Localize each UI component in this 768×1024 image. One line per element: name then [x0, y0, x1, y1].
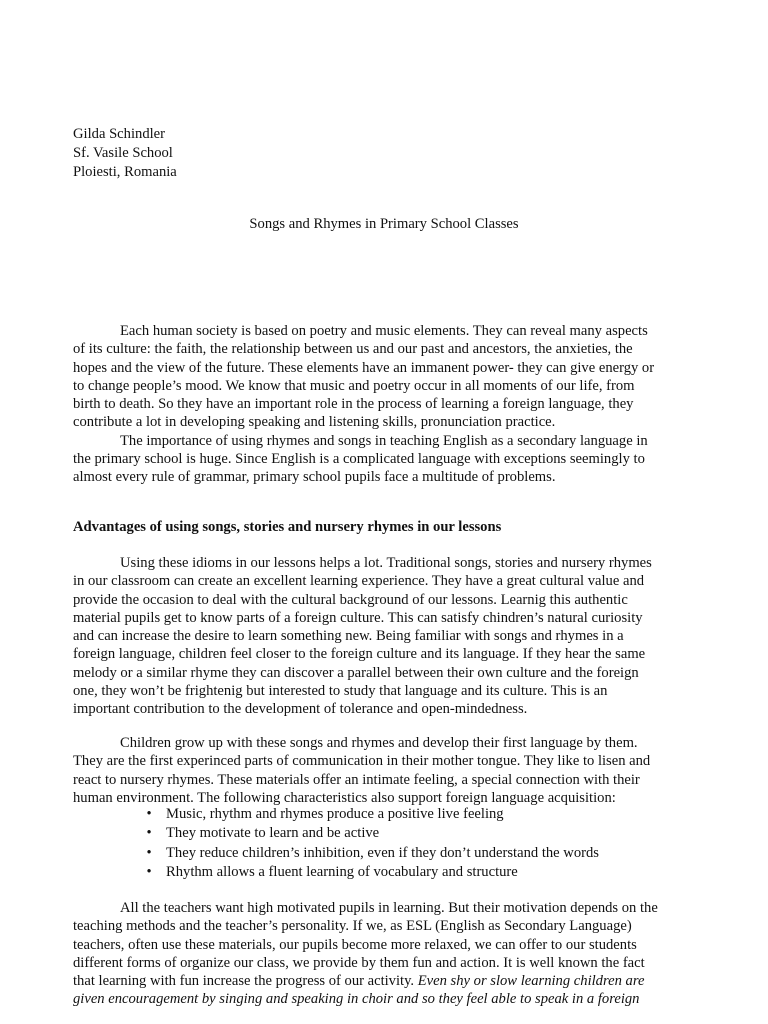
- section-paragraph-2: [73, 734, 695, 807]
- bullet-icon: •: [146, 825, 152, 842]
- text-line: almost every rule of grammar, primary school pupils face a multitude of problems.: [73, 469, 556, 486]
- text-line: Each human society is based on poetry and music elements. They can reveal many aspects: [120, 323, 648, 339]
- text-line: to change people’s mood. We know that music and poetry occur in all moments of our life, from: [73, 377, 635, 394]
- text-line: provide the occasion to deal with the cultural background of our lessons. Learnig this authentic: [73, 591, 628, 608]
- text-line: and can increase the desire to learn something new. Being familiar with songs and rhymes in a: [73, 628, 624, 645]
- section-paragraph-3: [73, 899, 695, 1009]
- list-item: [73, 805, 695, 824]
- text-line: Using these idioms in our lessons helps a lot. Traditional songs, stories and nursery rhymes: [120, 555, 652, 571]
- text-line-italic: given encouragement by singing and speaking in choir and so they feel able to speak in a foreign: [73, 991, 640, 1008]
- list-item-text: They motivate to learn and be active: [166, 825, 380, 842]
- text-line: human environment. The following characteristics also support foreign language acquisition:: [73, 789, 616, 806]
- text-line-mixed: [73, 972, 695, 990]
- author-location: Ploiesti, Romania: [73, 164, 177, 180]
- author-name: Gilda Schindler: [73, 126, 166, 142]
- text-normal: that learning with fun increase the progress of our activity.: [73, 973, 418, 990]
- bullet-icon: •: [146, 863, 152, 880]
- text-line: teachers, often use these materials, our pupils become more relaxed, we can offer to our students: [73, 936, 637, 953]
- text-line: in our classroom can create an excellent learning experience. They have a great cultural value and: [73, 573, 645, 590]
- author-block: [73, 125, 473, 182]
- text-line: contribute a lot in developing speaking and listening skills, pronunciation practice.: [73, 414, 556, 431]
- text-line: different forms of organize our class, we provide by them fun and action. It is well known the fact: [73, 954, 645, 971]
- text-line: They are the first experinced parts of communication in their mother tongue. They like to lisen and: [73, 753, 651, 770]
- text-line: The importance of using rhymes and songs in teaching English as a secondary language in: [120, 432, 648, 449]
- text-line: foreign language, children feel closer to the foreign culture and its language. If they hear the same: [73, 646, 646, 663]
- author-school: Sf. Vasile School: [73, 145, 173, 161]
- list-item-text: They reduce children’s inhibition, even if they don’t understand the words: [166, 844, 599, 861]
- list-item: [73, 824, 695, 843]
- section-heading: Advantages of using songs, stories and nursery rhymes in our lessons: [73, 519, 502, 535]
- bullet-icon: •: [146, 806, 152, 822]
- list-item: [73, 863, 695, 882]
- characteristics-list: [73, 805, 695, 882]
- text-italic: Even shy or slow learning children are: [417, 973, 645, 990]
- bullet-icon: •: [146, 844, 152, 861]
- list-item: [73, 844, 695, 863]
- intro-paragraph-2: [73, 432, 695, 487]
- list-item-text: Music, rhythm and rhymes produce a positive live feeling: [166, 806, 504, 822]
- text-line: react to nursery rhymes. These materials offer an intimate feeling, a special connection with their: [73, 771, 640, 788]
- text-line: one, they won’t be frightenig but interested to study that language and its culture. This is an: [73, 683, 608, 700]
- text-line: material pupils get to know parts of a foreign culture. This can satisfy chindren’s natural curiosity: [73, 609, 643, 626]
- text-line: hopes and the view of the future. These elements have an immanent power- they can give energy or: [73, 359, 655, 376]
- text-line: of its culture: the faith, the relationship between us and our past and ancestors, the anxieties, the: [73, 341, 633, 358]
- intro-paragraph-1: [73, 322, 695, 432]
- list-item-text: Rhythm allows a fluent learning of vocabulary and structure: [166, 863, 518, 880]
- text-line: melody or a similar rhyme they can discover a parallel between their own culture and the foreign: [73, 664, 639, 681]
- text-line: the primary school is huge. Since English is a complicated language with exceptions seemingly to: [73, 451, 645, 468]
- section-paragraph-1: [73, 554, 695, 719]
- text-line: Children grow up with these songs and rhymes and develop their first language by them.: [120, 735, 638, 751]
- document-title: Songs and Rhymes in Primary School Classes: [249, 216, 519, 232]
- text-line: important contribution to the development of tolerance and open-mindedness.: [73, 701, 528, 718]
- text-line: birth to death. So they have an important role in the process of learning a foreign language, they: [73, 396, 634, 413]
- text-line: All the teachers want high motivated pupils in learning. But their motivation depends on the: [120, 900, 658, 916]
- text-line: teaching methods and the teacher’s personality. If we, as ESL (English as Secondary Language): [73, 918, 632, 935]
